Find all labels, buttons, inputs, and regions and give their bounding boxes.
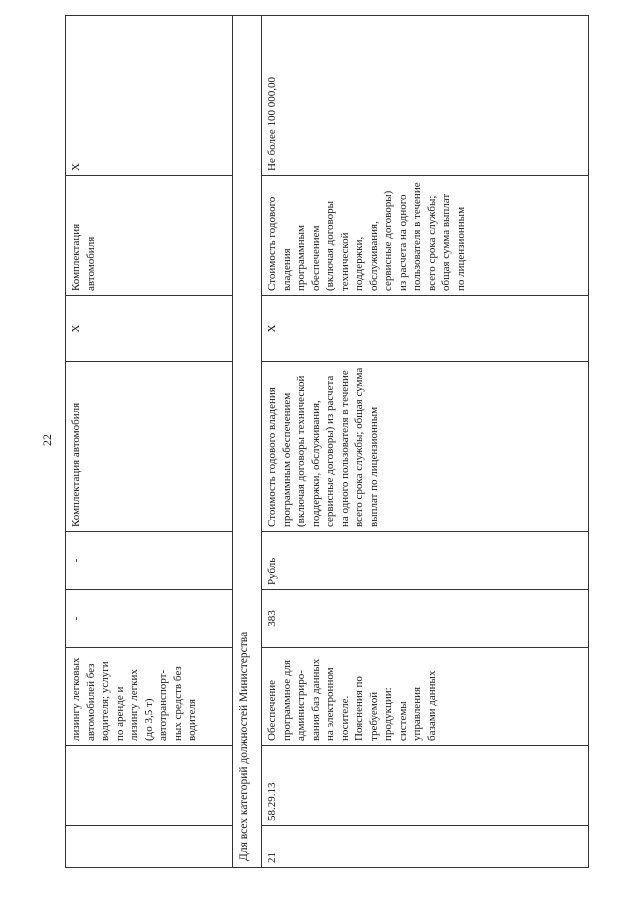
- procurement-table: [65, 15, 589, 868]
- page-number: 22: [40, 434, 54, 446]
- category-row: [233, 16, 262, 868]
- table-row: [66, 16, 233, 868]
- cell-index: 21: [262, 826, 589, 868]
- cell-code: [66, 746, 233, 826]
- cell-unit: -: [66, 532, 233, 590]
- cell-value-other: X: [66, 16, 233, 176]
- cell-value-other: Не более 100 000,00: [262, 16, 589, 176]
- cell-value-ministry: X: [66, 296, 233, 362]
- cell-index: [66, 826, 233, 868]
- rotated-table-wrapper: [65, 16, 585, 868]
- cell-param-ministry: Стоимость годового владения программным обеспечением (включая договоры технической поддержки, обслуживания, сервисные договоры) из расчета на одного пользователя в течение всего срока службы; общая сумма выплат по лицензионным: [262, 362, 589, 532]
- table-row: [262, 16, 589, 868]
- cell-name: лизингу легковых автомобилей без водителя; услуги по аренде и лизингу легких (до 3,5 т) автотранспорт-ных средств без водителя: [66, 648, 233, 746]
- cell-unit: Рубль: [262, 532, 589, 590]
- cell-okei: 383: [262, 590, 589, 648]
- cell-param-other: Стоимость годового владения программным обеспечением (включая договоры технической поддержки, обслуживания, сервисные договоры) из расчета на одного пользователя в течение всего срока службы; общая сумма выплат по лицензионным: [262, 176, 589, 296]
- cell-param-ministry: Комплектация автомобиля: [66, 362, 233, 532]
- cell-param-other: Комплектация автомобиля: [66, 176, 233, 296]
- cell-name: Обеспечение программное для администриро-вания баз данных на электронном носителе. Пояснения по требуемой продукции: системы управления базами данных: [262, 648, 589, 746]
- cell-value-ministry: X: [262, 296, 589, 362]
- cell-okei: -: [66, 590, 233, 648]
- cell-code: 58.29.13: [262, 746, 589, 826]
- category-header: Для всех категорий должностей Министерства: [233, 16, 262, 868]
